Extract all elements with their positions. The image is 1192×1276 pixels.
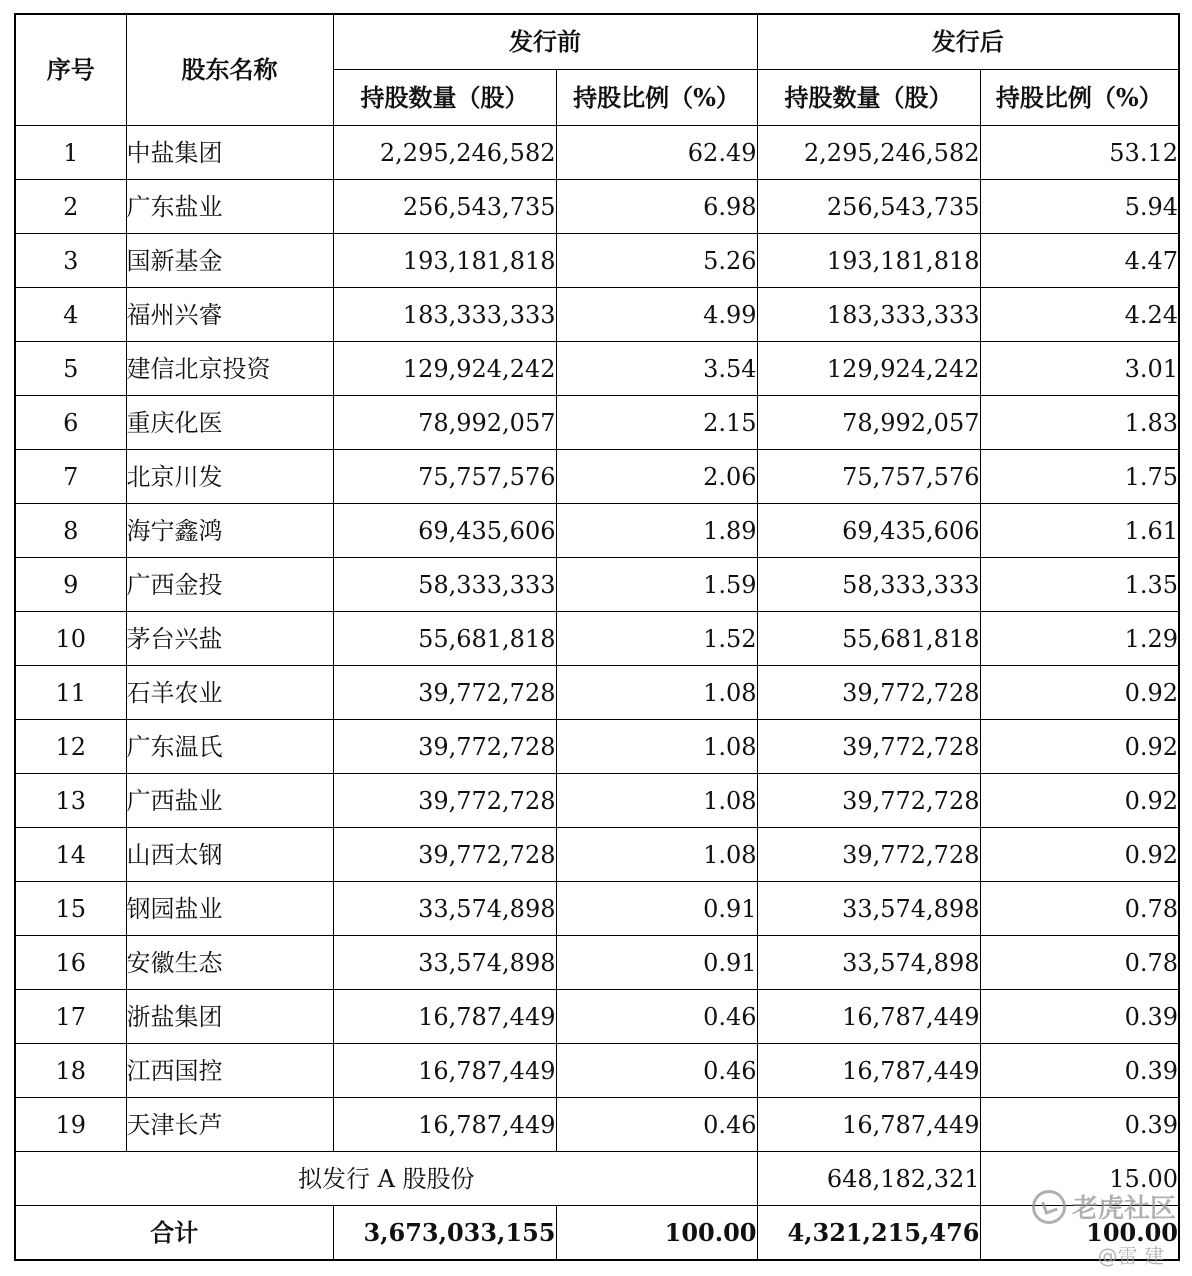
row-before-ratio: 1.89 [556,504,757,558]
row-after-ratio: 0.92 [980,720,1179,774]
header-seq: 序号 [15,14,126,126]
row-after-shares: 69,435,606 [757,504,980,558]
row-before-shares: 183,333,333 [333,288,556,342]
row-name: 山西太钢 [126,828,333,882]
header-after-shares: 持股数量（股） [757,70,980,126]
row-no: 15 [15,882,126,936]
row-no: 3 [15,234,126,288]
table-row [15,828,1179,882]
total-before-ratio: 100.00 [556,1206,757,1261]
row-name: 钢园盐业 [126,882,333,936]
row-before-shares: 39,772,728 [333,828,556,882]
row-name: 重庆化医 [126,396,333,450]
row-after-ratio: 1.35 [980,558,1179,612]
table-row [15,234,1179,288]
row-before-ratio: 62.49 [556,126,757,180]
row-before-shares: 55,681,818 [333,612,556,666]
row-name: 石羊农业 [126,666,333,720]
row-before-shares: 58,333,333 [333,558,556,612]
row-after-ratio: 0.78 [980,882,1179,936]
row-after-shares: 129,924,242 [757,342,980,396]
row-no: 6 [15,396,126,450]
shareholder-table [14,13,1180,1261]
table-row [15,936,1179,990]
row-after-ratio: 5.94 [980,180,1179,234]
row-name: 北京川发 [126,450,333,504]
row-name: 广西盐业 [126,774,333,828]
header-after-ratio: 持股比例（%） [980,70,1179,126]
total-row [15,1206,1179,1261]
row-after-ratio: 0.39 [980,990,1179,1044]
row-no: 14 [15,828,126,882]
table-row [15,180,1179,234]
row-after-shares: 33,574,898 [757,936,980,990]
row-before-shares: 129,924,242 [333,342,556,396]
table-row [15,558,1179,612]
row-after-ratio: 1.75 [980,450,1179,504]
row-no: 1 [15,126,126,180]
row-name: 广东温氏 [126,720,333,774]
row-before-shares: 39,772,728 [333,720,556,774]
row-name: 安徽生态 [126,936,333,990]
row-before-shares: 75,757,576 [333,450,556,504]
table-row [15,612,1179,666]
table-row [15,720,1179,774]
row-before-ratio: 0.46 [556,990,757,1044]
row-name: 浙盐集团 [126,990,333,1044]
header-before-shares: 持股数量（股） [333,70,556,126]
row-before-ratio: 2.06 [556,450,757,504]
row-after-shares: 78,992,057 [757,396,980,450]
row-before-shares: 16,787,449 [333,1044,556,1098]
header-row-top [15,14,1179,70]
row-before-shares: 78,992,057 [333,396,556,450]
table-body [15,126,1179,1261]
row-after-shares: 55,681,818 [757,612,980,666]
table-row [15,126,1179,180]
total-label: 合计 [15,1206,333,1261]
row-before-ratio: 4.99 [556,288,757,342]
row-no: 4 [15,288,126,342]
row-name: 广东盐业 [126,180,333,234]
row-before-ratio: 0.46 [556,1098,757,1152]
row-after-ratio: 1.61 [980,504,1179,558]
row-after-shares: 58,333,333 [757,558,980,612]
row-after-shares: 2,295,246,582 [757,126,980,180]
row-no: 10 [15,612,126,666]
row-before-shares: 39,772,728 [333,666,556,720]
table-row [15,504,1179,558]
total-before-shares: 3,673,033,155 [333,1206,556,1261]
row-after-ratio: 1.29 [980,612,1179,666]
row-after-shares: 39,772,728 [757,666,980,720]
row-before-shares: 16,787,449 [333,990,556,1044]
table-row [15,666,1179,720]
table-row [15,882,1179,936]
total-after-shares: 4,321,215,476 [757,1206,980,1261]
row-after-ratio: 4.47 [980,234,1179,288]
issue-label: 拟发行 A 股股份 [15,1152,757,1206]
row-before-ratio: 5.26 [556,234,757,288]
row-before-ratio: 0.46 [556,1044,757,1098]
row-after-ratio: 1.83 [980,396,1179,450]
row-before-shares: 33,574,898 [333,882,556,936]
issue-after-ratio: 15.00 [980,1152,1179,1206]
row-no: 2 [15,180,126,234]
row-after-ratio: 3.01 [980,342,1179,396]
row-after-ratio: 0.92 [980,828,1179,882]
row-before-ratio: 2.15 [556,396,757,450]
row-before-ratio: 1.59 [556,558,757,612]
row-before-shares: 2,295,246,582 [333,126,556,180]
row-no: 7 [15,450,126,504]
row-before-ratio: 0.91 [556,936,757,990]
row-before-ratio: 1.52 [556,612,757,666]
row-no: 19 [15,1098,126,1152]
row-after-shares: 33,574,898 [757,882,980,936]
table-row [15,1098,1179,1152]
header-name: 股东名称 [126,14,333,126]
row-no: 17 [15,990,126,1044]
row-before-shares: 193,181,818 [333,234,556,288]
row-before-ratio: 6.98 [556,180,757,234]
total-after-ratio: 100.00 [980,1206,1179,1261]
row-before-ratio: 0.91 [556,882,757,936]
row-before-shares: 39,772,728 [333,774,556,828]
row-after-shares: 39,772,728 [757,720,980,774]
row-name: 天津长芦 [126,1098,333,1152]
row-no: 9 [15,558,126,612]
table-row [15,396,1179,450]
row-no: 13 [15,774,126,828]
row-before-ratio: 1.08 [556,828,757,882]
row-before-ratio: 1.08 [556,666,757,720]
row-after-shares: 39,772,728 [757,828,980,882]
row-before-shares: 33,574,898 [333,936,556,990]
issue-after-shares: 648,182,321 [757,1152,980,1206]
row-no: 11 [15,666,126,720]
header-before-ratio: 持股比例（%） [556,70,757,126]
row-after-shares: 256,543,735 [757,180,980,234]
row-no: 18 [15,1044,126,1098]
row-name: 海宁鑫鸿 [126,504,333,558]
table-row [15,450,1179,504]
header-after: 发行后 [757,14,1179,70]
row-after-shares: 193,181,818 [757,234,980,288]
row-before-ratio: 3.54 [556,342,757,396]
row-no: 8 [15,504,126,558]
row-name: 江西国控 [126,1044,333,1098]
row-after-shares: 183,333,333 [757,288,980,342]
table-row [15,288,1179,342]
row-after-ratio: 0.92 [980,774,1179,828]
row-after-shares: 75,757,576 [757,450,980,504]
header-before: 发行前 [333,14,757,70]
row-name: 建信北京投资 [126,342,333,396]
row-no: 12 [15,720,126,774]
row-after-ratio: 0.78 [980,936,1179,990]
row-before-shares: 256,543,735 [333,180,556,234]
row-name: 福州兴睿 [126,288,333,342]
row-before-shares: 16,787,449 [333,1098,556,1152]
row-after-ratio: 0.39 [980,1044,1179,1098]
row-no: 16 [15,936,126,990]
row-name: 中盐集团 [126,126,333,180]
table-row [15,774,1179,828]
issue-row [15,1152,1179,1206]
watermark-brand: 老虎社区 [1071,1194,1176,1224]
row-name: 国新基金 [126,234,333,288]
row-name: 广西金投 [126,558,333,612]
row-no: 5 [15,342,126,396]
row-after-ratio: 0.92 [980,666,1179,720]
row-after-ratio: 4.24 [980,288,1179,342]
row-after-shares: 16,787,449 [757,1044,980,1098]
row-after-shares: 39,772,728 [757,774,980,828]
table-row [15,342,1179,396]
table-row [15,990,1179,1044]
table-row [15,1044,1179,1098]
row-name: 茅台兴盐 [126,612,333,666]
row-before-shares: 69,435,606 [333,504,556,558]
row-before-ratio: 1.08 [556,720,757,774]
row-after-shares: 16,787,449 [757,990,980,1044]
row-after-ratio: 0.39 [980,1098,1179,1152]
watermark-user: @雷 建 [1097,1244,1164,1268]
row-before-ratio: 1.08 [556,774,757,828]
row-after-ratio: 53.12 [980,126,1179,180]
row-after-shares: 16,787,449 [757,1098,980,1152]
